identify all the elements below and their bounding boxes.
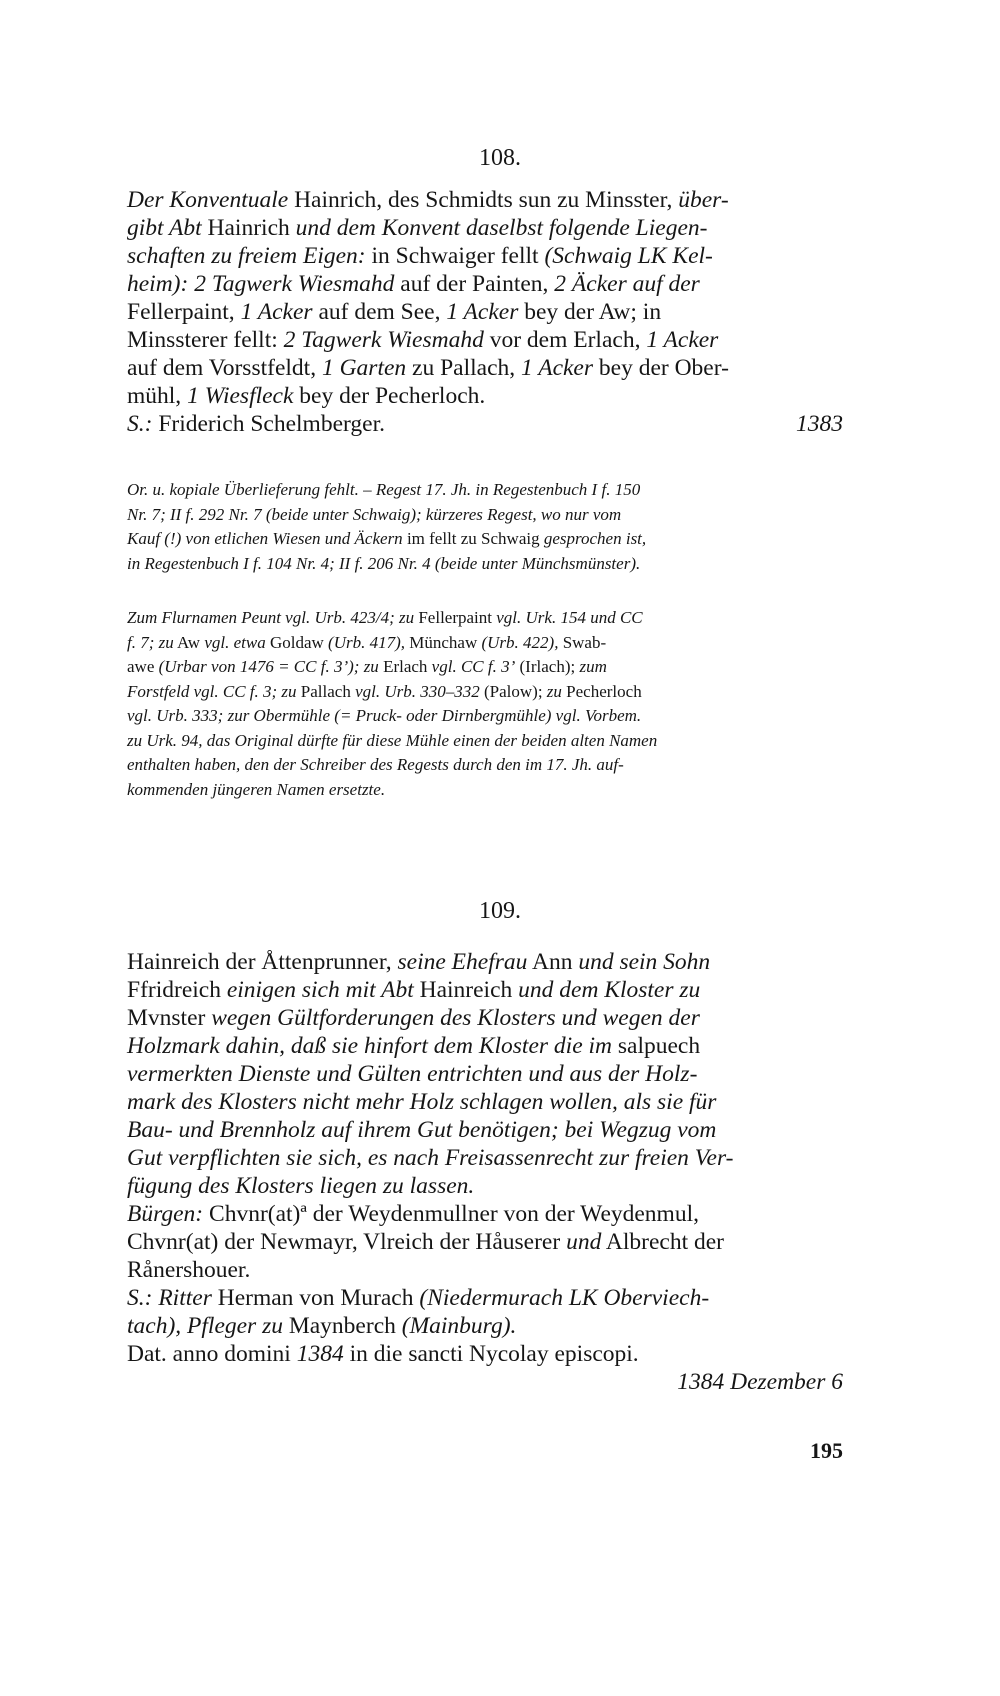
text-line bbox=[127, 552, 843, 577]
roman-run: Hainrich, des Schmidts sun zu Minsster, bbox=[288, 187, 679, 213]
italic-run: schaften zu freiem Eigen: bbox=[127, 243, 366, 269]
entry-108-sealer: Friderich Schelmberger. bbox=[152, 411, 385, 437]
italic-run: 1 Acker bbox=[646, 327, 719, 353]
entry-108-seal-label: S.: bbox=[127, 411, 153, 437]
roman-run: Hainrich bbox=[201, 215, 296, 241]
roman-run: Chvnr(at) der Newmayr, Vlreich der Håuserer bbox=[127, 1229, 567, 1255]
italic-run: Bau- und Brennholz auf ihrem Gut benötigen; bei Wegzug vom bbox=[127, 1117, 717, 1143]
italic-run: mark des Klosters nicht mehr Holz schlagen wollen, als sie für bbox=[127, 1089, 717, 1115]
roman-run: vor dem Erlach, bbox=[483, 327, 647, 353]
italic-run: (Mainburg). bbox=[401, 1313, 517, 1339]
text-line bbox=[127, 478, 843, 503]
italic-run: 1 Garten bbox=[321, 355, 407, 381]
italic-run: (Urb. 422), bbox=[481, 632, 559, 652]
roman-run: in Schwaiger fellt bbox=[365, 243, 545, 269]
entry-109-seal bbox=[127, 1284, 843, 1340]
entry-109-date: 1384 Dezember 6 bbox=[677, 1369, 843, 1395]
italic-run: tach), Pfleger zu bbox=[127, 1313, 283, 1339]
roman-run: Chvnr(at)ª der Weydenmullner von der Weydenmul, bbox=[203, 1201, 699, 1227]
text-line bbox=[127, 326, 843, 354]
entry-108-body bbox=[127, 186, 843, 410]
entry-109-body bbox=[127, 948, 843, 1200]
roman-run: auf dem Vorsstfeldt, bbox=[127, 355, 322, 381]
italic-run: und dem Kloster zu bbox=[518, 977, 701, 1003]
italic-run: fügung des Klosters liegen zu lassen. bbox=[127, 1173, 475, 1199]
italic-run: Holzmark dahin, daß sie hinfort dem Kloster die im bbox=[127, 1033, 612, 1059]
roman-run: Hainreich bbox=[413, 977, 519, 1003]
italic-run: vgl. CC f. 3’ bbox=[431, 657, 516, 676]
roman-run: im fellt zu Schwaig bbox=[402, 529, 544, 548]
italic-run: 1 Acker bbox=[521, 355, 594, 381]
italic-run: kommenden jüngeren Namen ersetzte. bbox=[127, 779, 386, 799]
roman-run: auf der Painten, bbox=[394, 271, 555, 297]
italic-run: (Urb. 417), bbox=[328, 632, 405, 652]
roman-run: Ffridreich bbox=[127, 977, 227, 1003]
roman-run: (Palow); bbox=[479, 681, 547, 701]
roman-run: Goldaw bbox=[265, 632, 329, 652]
italic-run: über- bbox=[678, 187, 729, 213]
italic-run: und bbox=[566, 1229, 602, 1255]
roman-run: (Irlach); bbox=[515, 657, 580, 676]
italic-run: vgl. Urb. 330–332 bbox=[355, 681, 480, 701]
roman-run: Herman von Murach bbox=[211, 1285, 420, 1311]
entry-109-regest bbox=[127, 948, 843, 1396]
text-line bbox=[127, 606, 843, 631]
italic-run: in Regestenbuch I f. 104 Nr. 4; II f. 206 Nr. 4 (beide unter Münchsmünster). bbox=[127, 553, 641, 573]
entry-108-number: 108. bbox=[479, 145, 521, 171]
italic-run: vgl. etwa bbox=[204, 632, 266, 652]
roman-run: Minssterer fellt: bbox=[127, 327, 284, 353]
text-line bbox=[127, 1340, 843, 1368]
roman-run: Ann bbox=[527, 949, 579, 975]
roman-run: bey der Aw; in bbox=[518, 299, 662, 325]
entry-108-seal-row bbox=[127, 410, 843, 438]
roman-run: Erlach bbox=[378, 657, 432, 676]
page-number: 195 bbox=[810, 1438, 843, 1463]
text-line bbox=[127, 1144, 843, 1172]
italic-run: vermerkten Dienste und Gülten entrichten und aus der Holz- bbox=[127, 1061, 698, 1087]
italic-run: Bürgen: bbox=[127, 1201, 204, 1227]
italic-run: S.: Ritter bbox=[127, 1285, 212, 1311]
entry-109-sureties bbox=[127, 1200, 843, 1284]
italic-run: (Schwaig LK Kel- bbox=[544, 243, 713, 269]
italic-run: Der Konventuale bbox=[127, 187, 289, 213]
roman-run: awe bbox=[127, 657, 159, 676]
entry-109-number: 109. bbox=[479, 898, 521, 924]
roman-run: bey der Pecherloch. bbox=[293, 383, 486, 409]
text-line bbox=[127, 527, 843, 552]
text-line bbox=[127, 1172, 843, 1200]
roman-run: zu Pallach, bbox=[406, 355, 522, 381]
text-line bbox=[127, 704, 843, 729]
italic-run: Kauf (!) von etlichen Wiesen und Äckern bbox=[127, 529, 403, 548]
roman-run: Pecherloch bbox=[561, 681, 642, 701]
italic-run: (Niedermurach LK Oberviech- bbox=[419, 1285, 710, 1311]
text-line bbox=[127, 680, 843, 705]
italic-run: gesprochen ist, bbox=[543, 529, 647, 548]
roman-run: Fellerpaint, bbox=[127, 299, 241, 325]
italic-run: 1 Acker bbox=[240, 299, 313, 325]
roman-run: Pallach bbox=[296, 681, 356, 701]
roman-run: Aw bbox=[173, 632, 205, 652]
roman-run: Hainreich der Åttenprunner, bbox=[127, 949, 398, 975]
text-line bbox=[127, 655, 843, 680]
italic-run: einigen sich mit Abt bbox=[226, 977, 414, 1003]
italic-run: 2 Äcker auf der bbox=[554, 271, 700, 297]
text-line bbox=[127, 1004, 843, 1032]
italic-run: Zum Flurnamen Peunt vgl. Urb. 423/4; zu bbox=[127, 608, 415, 627]
italic-run: zum bbox=[579, 657, 607, 676]
roman-run: salpuech bbox=[612, 1033, 701, 1059]
italic-run: heim): 2 Tagwerk Wiesmahd bbox=[127, 271, 395, 297]
italic-run: zu Urk. 94, das Original dürfte für diese Mühle einen der beiden alten Namen bbox=[127, 730, 658, 750]
text-line bbox=[127, 1060, 843, 1088]
roman-run: in die sancti Nycolay episcopi. bbox=[343, 1341, 639, 1367]
italic-run: 1 Acker bbox=[446, 299, 519, 325]
text-line bbox=[127, 1200, 843, 1228]
text-line bbox=[127, 298, 843, 326]
text-line bbox=[127, 1228, 843, 1256]
italic-run: 1384 bbox=[296, 1341, 344, 1367]
text-line bbox=[127, 948, 843, 976]
roman-run: Münchaw bbox=[405, 632, 482, 652]
italic-run: (Urbar von 1476 = CC f. 3’); zu bbox=[158, 657, 379, 676]
text-line bbox=[127, 976, 843, 1004]
italic-run: und sein Sohn bbox=[578, 949, 711, 975]
text-line bbox=[127, 354, 843, 382]
italic-run: f. 7; zu bbox=[127, 632, 174, 652]
italic-run: enthalten haben, den der Schreiber des Regests durch den im 17. Jh. auf- bbox=[127, 755, 624, 774]
italic-run: wegen Gültforderungen des Klosters und wegen der bbox=[211, 1005, 700, 1031]
italic-run: vgl. Urk. 154 und CC bbox=[496, 608, 643, 627]
text-line bbox=[127, 503, 843, 528]
roman-run: Maynberch bbox=[282, 1313, 402, 1339]
entry-108-tradition-note bbox=[127, 478, 843, 576]
italic-run: Or. u. kopiale Überlieferung fehlt. – Regest 17. Jh. in Regestenbuch I f. 150 bbox=[127, 480, 641, 499]
text-line bbox=[127, 753, 843, 778]
roman-run: Swab- bbox=[558, 632, 607, 652]
roman-run: Rånershouer. bbox=[127, 1257, 251, 1283]
text-line bbox=[127, 1256, 843, 1284]
italic-run: Nr. 7; II f. 292 Nr. 7 (beide unter Schwaig); kürzeres Regest, wo nur vom bbox=[127, 504, 622, 524]
entry-108-placename-note bbox=[127, 606, 843, 802]
entry-109-datum bbox=[127, 1340, 843, 1368]
roman-run: Mvnster bbox=[127, 1005, 212, 1031]
text-line bbox=[127, 214, 843, 242]
italic-run: und dem Konvent daselbst folgende Liegen- bbox=[295, 215, 708, 241]
italic-run: 2 Tagwerk Wiesmahd bbox=[283, 327, 484, 353]
text-line bbox=[127, 270, 843, 298]
italic-run: Forstfeld vgl. CC f. 3; zu bbox=[127, 681, 297, 701]
text-line bbox=[127, 1088, 843, 1116]
text-line bbox=[127, 242, 843, 270]
text-line bbox=[127, 1284, 843, 1312]
text-line bbox=[127, 729, 843, 754]
text-line bbox=[127, 1116, 843, 1144]
text-line bbox=[127, 1032, 843, 1060]
entry-108-date: 1383 bbox=[796, 411, 843, 437]
italic-run: seine Ehefrau bbox=[397, 949, 528, 975]
italic-run: 1 Wiesfleck bbox=[187, 383, 294, 409]
text-line bbox=[127, 186, 843, 214]
text-line bbox=[127, 778, 843, 803]
roman-run: Dat. anno domini bbox=[127, 1341, 297, 1367]
roman-run: mühl, bbox=[127, 383, 188, 409]
italic-run: zu bbox=[546, 681, 562, 701]
italic-run: vgl. Urb. 333; zur Obermühle (= Pruck- oder Dirnbergmühle) vgl. Vorbem. bbox=[127, 706, 642, 725]
italic-run: Gut verpflichten sie sich, es nach Freisassenrecht zur freien Ver- bbox=[127, 1145, 734, 1171]
roman-run: Albrecht der bbox=[601, 1229, 725, 1255]
entry-108-regest bbox=[127, 186, 843, 438]
text-line bbox=[127, 382, 843, 410]
roman-run: bey der Ober- bbox=[593, 355, 729, 381]
roman-run: Fellerpaint bbox=[414, 608, 497, 627]
italic-run: gibt Abt bbox=[127, 215, 202, 241]
text-line bbox=[127, 1312, 843, 1340]
text-line bbox=[127, 631, 843, 656]
roman-run: auf dem See, bbox=[312, 299, 447, 325]
